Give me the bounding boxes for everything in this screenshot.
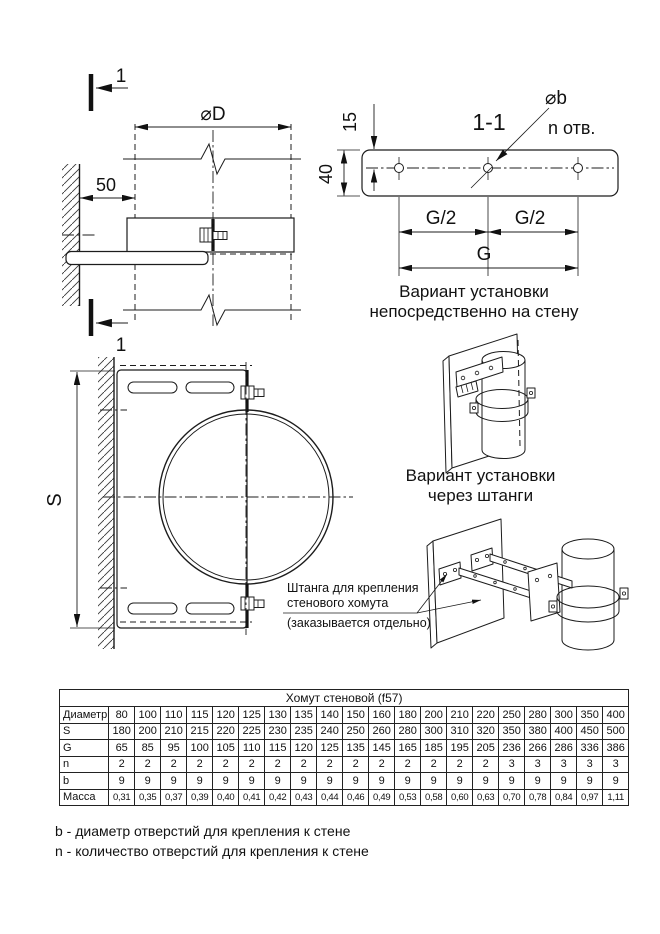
note-n: n - количество отверстий для крепления к стене: [55, 843, 369, 859]
cell-value: 3: [577, 756, 603, 773]
cell-value: 386: [603, 740, 629, 757]
section-mark-bottom: [91, 299, 128, 356]
cell-value: 9: [161, 773, 187, 790]
rod-note-extra: [287, 616, 431, 631]
bolt-bottom: [241, 597, 264, 610]
cell-value: 180: [109, 723, 135, 740]
cell-value: 9: [447, 773, 473, 790]
cell-value: 350: [499, 723, 525, 740]
dim-G-group: [399, 197, 578, 276]
cell-value: 0,78: [525, 789, 551, 806]
cell-value: 450: [577, 723, 603, 740]
cell-value: 400: [551, 723, 577, 740]
cell-value: 0,37: [161, 789, 187, 806]
cell-value: 210: [161, 723, 187, 740]
cell-value: 0,31: [109, 789, 135, 806]
table-title: Хомут стеновой (f57): [60, 690, 629, 707]
bolt-top: [241, 386, 264, 399]
section-title: 1-1: [472, 109, 506, 135]
spec-table: [59, 689, 629, 806]
note-b: b - диаметр отверстий для крепления к стене: [55, 823, 351, 839]
cell-value: 0,70: [499, 789, 525, 806]
cell-value: 65: [109, 740, 135, 757]
cell-value: 2: [447, 756, 473, 773]
side-view: [62, 66, 301, 356]
cell-value: 0,35: [135, 789, 161, 806]
section-1-1-view: [316, 88, 618, 276]
cell-value: 0,42: [265, 789, 291, 806]
dim-g-label: G: [476, 244, 492, 265]
diameter-value: 180: [395, 707, 421, 724]
diameter-value: 80: [109, 707, 135, 724]
caption-rod-mount: [358, 466, 603, 506]
cell-value: 0,44: [317, 789, 343, 806]
cell-value: 9: [213, 773, 239, 790]
mount-plate: [362, 150, 618, 196]
dim-offset-50-label: 50: [95, 175, 117, 195]
cell-value: 336: [577, 740, 603, 757]
cell-value: 85: [135, 740, 161, 757]
rod-note-line1: Штанга для крепления: [287, 581, 419, 595]
dim-offset-50: [80, 175, 135, 198]
caption-wall-mount: [345, 282, 603, 322]
diameter-value: 150: [343, 707, 369, 724]
cell-value: 9: [239, 773, 265, 790]
dim-15-label: 15: [340, 111, 360, 133]
cell-value: 320: [473, 723, 499, 740]
cell-value: 115: [265, 740, 291, 757]
cell-value: 195: [447, 740, 473, 757]
cell-value: 9: [265, 773, 291, 790]
back-plate: [117, 370, 247, 628]
cell-value: 235: [291, 723, 317, 740]
cell-value: 3: [525, 756, 551, 773]
cell-value: 185: [421, 740, 447, 757]
cell-value: 9: [395, 773, 421, 790]
caption-rod-mount-line1: Вариант установки: [405, 466, 556, 485]
diameter-value: 135: [291, 707, 317, 724]
slot-top-right: [186, 382, 234, 393]
cell-value: 2: [135, 756, 161, 773]
wall-hatching-front: [98, 357, 114, 649]
wall-bracket-side: [66, 252, 208, 265]
cell-value: 9: [603, 773, 629, 790]
section-label-bottom: 1: [115, 335, 127, 356]
diameter-value: 350: [577, 707, 603, 724]
cell-value: 9: [109, 773, 135, 790]
cell-value: 280: [395, 723, 421, 740]
caption-wall-mount-line1: Вариант установки: [399, 282, 549, 301]
diameter-value: 200: [421, 707, 447, 724]
cell-value: 2: [369, 756, 395, 773]
cell-value: 3: [603, 756, 629, 773]
cell-value: 9: [343, 773, 369, 790]
rod-note: [287, 581, 418, 611]
cell-value: 145: [369, 740, 395, 757]
cell-value: 135: [343, 740, 369, 757]
cell-value: 260: [369, 723, 395, 740]
row-label: b: [60, 773, 109, 790]
caption-rod-mount-line2: через штанги: [427, 486, 534, 505]
pipe-3d: [482, 340, 525, 459]
cell-value: 110: [239, 740, 265, 757]
pipe2-3d: [562, 539, 614, 650]
cell-value: 165: [395, 740, 421, 757]
cell-value: 286: [551, 740, 577, 757]
cell-value: 2: [317, 756, 343, 773]
dim-diameter-D-label: ⌀D: [200, 104, 226, 125]
diameter-value: 130: [265, 707, 291, 724]
cell-value: 500: [603, 723, 629, 740]
diameter-value: 400: [603, 707, 629, 724]
cell-value: 100: [187, 740, 213, 757]
section-mark-top: [91, 66, 128, 111]
rod-note-line2: стенового хомута: [287, 596, 389, 610]
cell-value: 3: [551, 756, 577, 773]
cell-value: 0,46: [343, 789, 369, 806]
cell-value: 236: [499, 740, 525, 757]
cell-value: 9: [369, 773, 395, 790]
dim-40: [316, 150, 360, 196]
row-label: G: [60, 740, 109, 757]
cell-value: 2: [187, 756, 213, 773]
column-header-label: Диаметр: [60, 707, 109, 724]
cell-value: 2: [395, 756, 421, 773]
diameter-value: 160: [369, 707, 395, 724]
cell-value: 0,53: [395, 789, 421, 806]
cell-value: 200: [135, 723, 161, 740]
cell-value: 9: [187, 773, 213, 790]
cell-value: 0,60: [447, 789, 473, 806]
cell-value: 205: [473, 740, 499, 757]
hole-right: [574, 164, 583, 173]
cell-value: 220: [213, 723, 239, 740]
section-label-top: 1: [115, 66, 127, 87]
cell-value: 0,58: [421, 789, 447, 806]
cell-value: 9: [317, 773, 343, 790]
cell-value: 2: [161, 756, 187, 773]
cell-value: 0,43: [291, 789, 317, 806]
cell-value: 1,11: [603, 789, 629, 806]
dim-S-label: S: [44, 493, 66, 507]
rod-note-line3: (заказывается отдельно): [287, 616, 431, 630]
diameter-value: 125: [239, 707, 265, 724]
diameter-value: 100: [135, 707, 161, 724]
diameter-value: 115: [187, 707, 213, 724]
cell-value: 240: [317, 723, 343, 740]
pipe-bottom-break: [123, 295, 301, 325]
cell-value: 2: [109, 756, 135, 773]
cell-value: 310: [447, 723, 473, 740]
diameter-value: 220: [473, 707, 499, 724]
dim-diameter-D: [135, 104, 291, 127]
diameter-value: 210: [447, 707, 473, 724]
pipe-top-break: [123, 144, 301, 174]
dim-40-label: 40: [316, 163, 336, 185]
dim-g2-right-label: G/2: [514, 208, 546, 229]
slot-bottom-right: [186, 603, 234, 614]
cell-value: 105: [213, 740, 239, 757]
cell-value: 2: [343, 756, 369, 773]
iso-view-wall-mount: [443, 334, 535, 473]
cell-value: 9: [499, 773, 525, 790]
diameter-value: 120: [213, 707, 239, 724]
cell-value: 9: [577, 773, 603, 790]
diameter-value: 280: [525, 707, 551, 724]
cell-value: 0,39: [187, 789, 213, 806]
slot-bottom-left: [128, 603, 177, 614]
row-label: S: [60, 723, 109, 740]
cell-value: 9: [291, 773, 317, 790]
cell-value: 0,84: [551, 789, 577, 806]
cell-value: 0,63: [473, 789, 499, 806]
cell-value: 300: [421, 723, 447, 740]
diameter-value: 140: [317, 707, 343, 724]
cell-value: 0,97: [577, 789, 603, 806]
diameter-value: 110: [161, 707, 187, 724]
cell-value: 120: [291, 740, 317, 757]
hole-left: [395, 164, 404, 173]
slot-top-left: [128, 382, 177, 393]
cell-value: 380: [525, 723, 551, 740]
cell-value: 0,40: [213, 789, 239, 806]
cell-value: 2: [265, 756, 291, 773]
caption-wall-mount-line2: непосредственно на стену: [369, 302, 579, 321]
cell-value: 250: [343, 723, 369, 740]
row-label: Масса: [60, 789, 109, 806]
dim-g2-left-label: G/2: [425, 208, 457, 229]
cell-value: 9: [525, 773, 551, 790]
row-label: n: [60, 756, 109, 773]
cell-value: 215: [187, 723, 213, 740]
diameter-value: 300: [551, 707, 577, 724]
hole-diameter-label: ⌀b: [544, 88, 568, 109]
cell-value: 2: [213, 756, 239, 773]
cell-value: 9: [473, 773, 499, 790]
cell-value: 125: [317, 740, 343, 757]
cell-value: 2: [291, 756, 317, 773]
cell-value: 9: [421, 773, 447, 790]
cell-value: 3: [499, 756, 525, 773]
cell-value: 2: [239, 756, 265, 773]
cell-value: 230: [265, 723, 291, 740]
cell-value: 9: [135, 773, 161, 790]
cell-value: 2: [473, 756, 499, 773]
cell-value: 0,41: [239, 789, 265, 806]
cell-value: 266: [525, 740, 551, 757]
holes-count-label: n отв.: [548, 118, 596, 138]
cell-value: 9: [551, 773, 577, 790]
cell-value: 95: [161, 740, 187, 757]
cell-value: 225: [239, 723, 265, 740]
cell-value: 0,49: [369, 789, 395, 806]
diameter-value: 250: [499, 707, 525, 724]
cell-value: 2: [421, 756, 447, 773]
